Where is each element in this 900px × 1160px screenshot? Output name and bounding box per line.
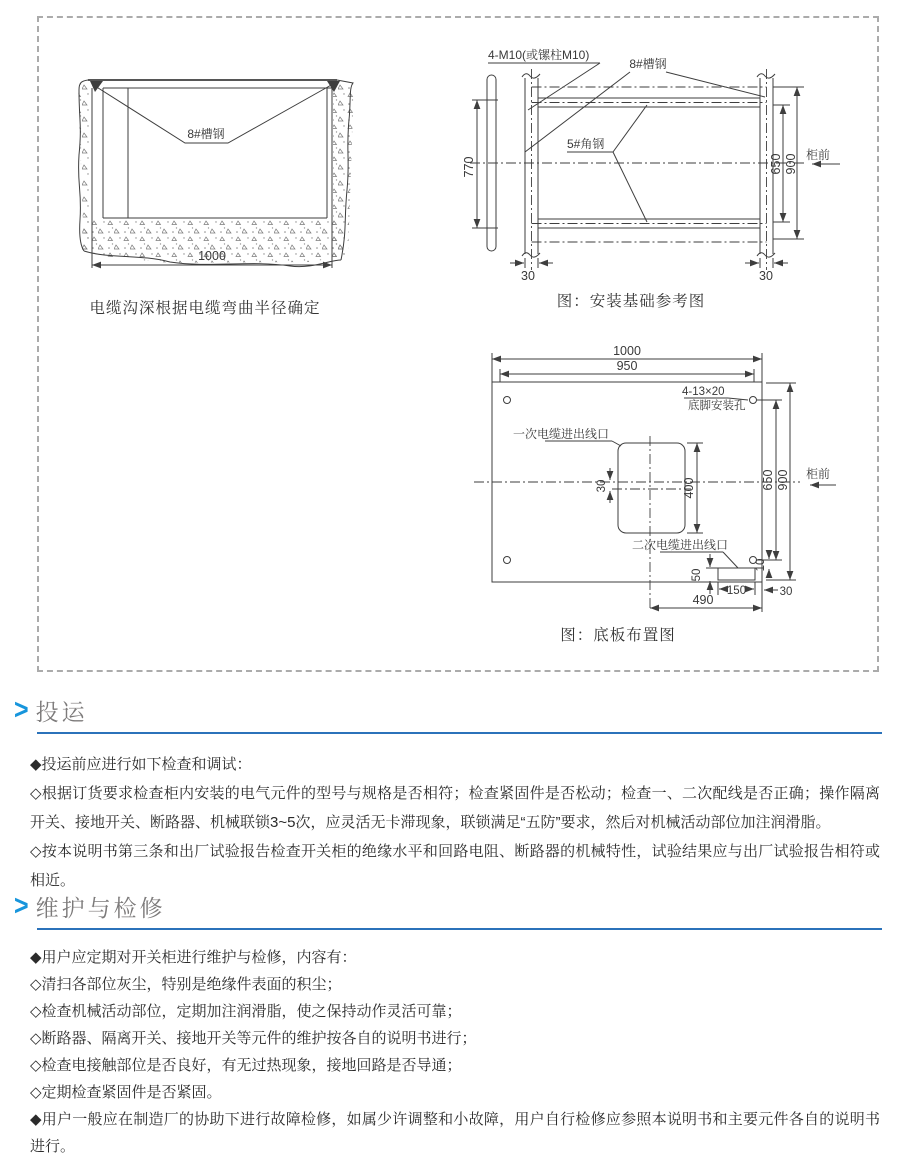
paragraph: ◆用户一般应在制造厂的协助下进行故障检修，如属少许调整和小故障，用户自行检修应参照本说明书和主要元件各自的说明书进行。: [30, 1111, 880, 1155]
foundation-angle-leader: [567, 105, 647, 222]
section-maintenance-header: [14, 890, 166, 923]
trench-concrete-texture: [78, 82, 354, 263]
baseplate-primary-leader: [545, 441, 621, 446]
baseplate-secondary-opening: [706, 568, 755, 580]
section-title-rule: [37, 928, 882, 930]
baseplate-dim-1000-value: 1000: [613, 344, 641, 358]
foundation-channel-label: 8#槽钢: [629, 57, 667, 71]
trench-caption: 电缆沟深根据电缆弯曲半径确定: [89, 300, 321, 317]
section-commissioning-header: [14, 694, 88, 727]
baseplate-dim-30-edge: [762, 582, 778, 598]
paragraph: ◇检查机械活动部位，定期加注润滑脂，使之保持动作灵活可靠；: [30, 1003, 462, 1020]
section-caret-icon: >: [14, 889, 29, 923]
baseplate-secondary-label: 二次电缆进出线口: [632, 538, 729, 552]
foundation-bolt-leader: [488, 63, 600, 110]
foundation-dim-900-value: 900: [784, 153, 798, 175]
section-title: 维护与检修: [35, 895, 166, 921]
figure-cable-trench: [50, 50, 380, 322]
paragraph: ◇检查电接触部位是否良好，有无过热现象，接地回路是否导通；: [30, 1057, 462, 1074]
paragraph: ◆用户应定期对开关柜进行维护与检修，内容有：: [30, 949, 357, 966]
foundation-front-label: 柜前: [806, 148, 831, 162]
paragraph: ◇根据订货要求检查柜内安装的电气元件的型号与规格是否相符；检查紧固件是否松动；检查一、二次配线是否正确；操作隔离开关、接地开关、断路器、机械联锁3~5次，应灵活无卡滞现象，联锁满足“五防”要求，然后对机械活动部位加注润滑脂。: [30, 785, 880, 831]
foundation-angle-steels: [470, 87, 805, 242]
baseplate-holes-label-2: 底脚安装孔: [688, 400, 746, 412]
section-title-rule: [37, 732, 882, 734]
foundation-dim-770-value: 770: [462, 156, 476, 178]
trench-width-value: 1000: [198, 249, 226, 263]
baseplate-holes-label-1: 4-13×20: [682, 386, 725, 398]
baseplate-dim-150-value: 150: [726, 585, 747, 597]
section-commissioning-body: [30, 750, 880, 895]
baseplate-dim-400-value: 400: [682, 477, 696, 499]
trench-channel-label: 8#槽钢: [187, 127, 225, 141]
section-title: 投运: [35, 699, 88, 725]
foundation-dim-30-right-value: 30: [759, 269, 773, 283]
section-maintenance-body: [30, 944, 880, 1160]
baseplate-secondary-leader: [660, 552, 738, 568]
paragraph: ◇清扫各部位灰尘，特别是绝缘件表面的积尘；: [30, 976, 342, 993]
baseplate-dim-650-value: 650: [761, 469, 775, 491]
baseplate-primary-label: 一次电缆进出线口: [513, 427, 610, 441]
baseplate-dim-50-value: 50: [691, 568, 703, 582]
baseplate-dim-900-value: 900: [776, 469, 790, 491]
figure-baseplate-layout: [460, 338, 878, 653]
foundation-dim-30-left-value: 30: [521, 269, 535, 283]
paragraph: ◇按本说明书第三条和出厂试验报告检查开关柜的绝缘水平和回路电阻、断路器的机械特性，试验结果应与出厂试验报告相符或相近。: [30, 843, 880, 889]
foundation-left-channel: [522, 69, 540, 270]
baseplate-dim-950-value: 950: [616, 359, 638, 373]
foundation-angle-label: 5#角钢: [567, 137, 605, 151]
paragraph: ◆投运前应进行如下检查和调试：: [30, 756, 252, 773]
foundation-caption: 图：安装基础参考图: [556, 293, 706, 310]
foundation-channel-leader: [525, 72, 765, 152]
foundation-bolt-label: 4-M10(或镙柱M10): [488, 48, 590, 62]
baseplate-dim-490-value: 490: [692, 593, 714, 607]
baseplate-dim-10-value: 10: [755, 558, 767, 572]
baseplate-caption: 图：底板布置图: [560, 627, 676, 644]
baseplate-dim-30-offset-value: 30: [596, 479, 608, 493]
paragraph: ◇定期检查紧固件是否紧固。: [30, 1084, 222, 1101]
paragraph: ◇断路器、隔离开关、接地开关等元件的维护按各自的说明书进行；: [30, 1030, 477, 1047]
foundation-dim-650-value: 650: [769, 153, 783, 175]
baseplate-dim-30-edge-value: 30: [779, 586, 793, 598]
baseplate-primary-opening: [618, 443, 685, 533]
section-caret-icon: >: [14, 693, 29, 727]
baseplate-front-label: 柜前: [806, 467, 831, 481]
figure-foundation-reference: [460, 42, 878, 318]
